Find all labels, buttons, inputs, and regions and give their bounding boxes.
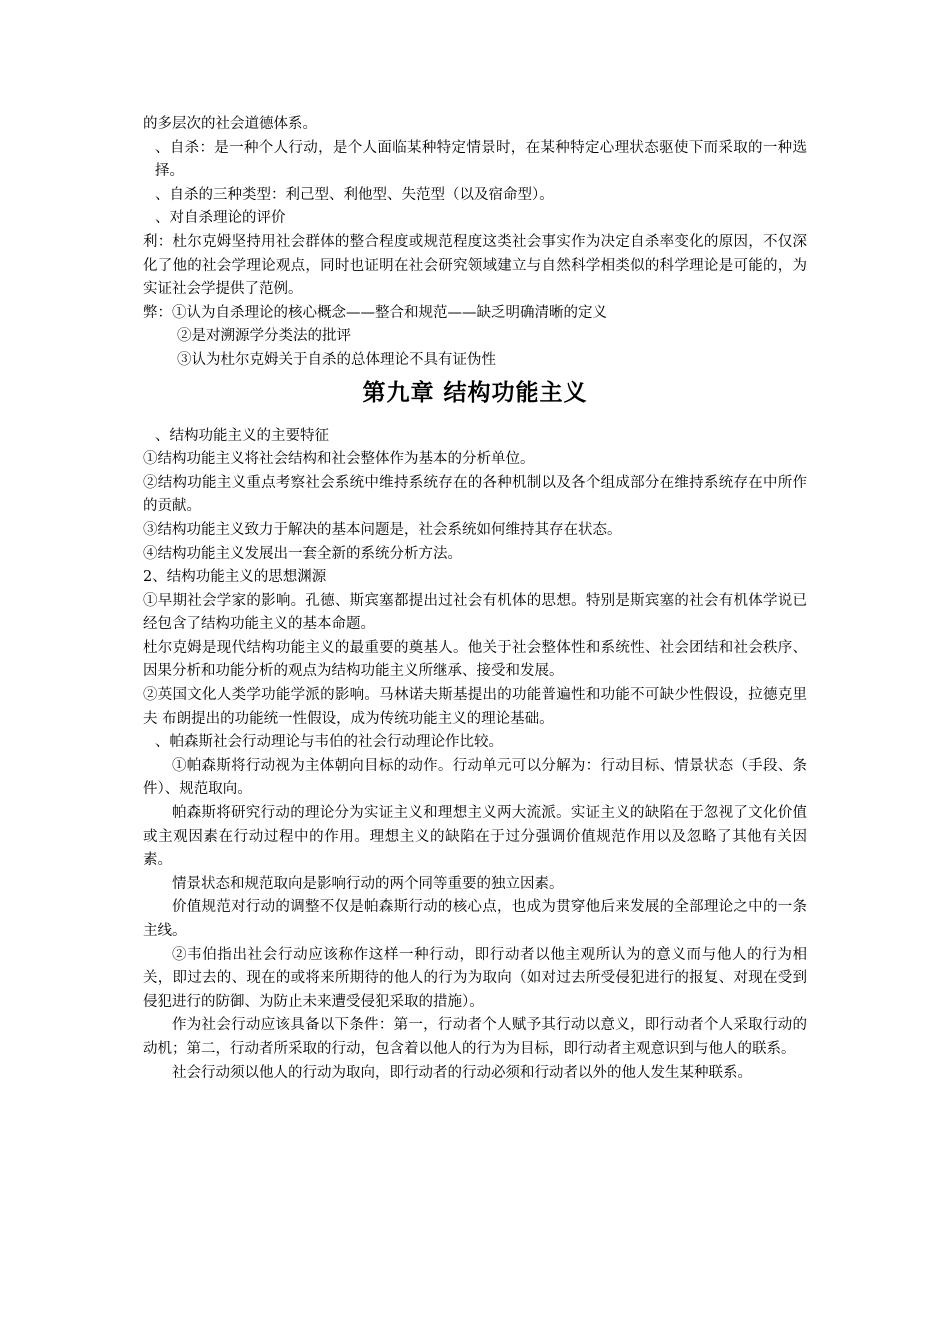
paragraph: ③认为杜尔克姆关于自杀的总体理论不具有证伪性	[177, 351, 496, 368]
paragraph: 价值规范对行动的调整不仅是帕森斯行动的核心点，也成为贯穿他后来发展的全部理论之中的一条主线。	[143, 899, 807, 939]
paragraph: 、自杀：是一种个人行动，是个人面临某种特定情景时，在某种特定心理状态驱使下而采取的一种选择。	[155, 139, 807, 180]
paragraph: ③结构功能主义致力于解决的基本问题是，社会系统如何维持其存在状态。	[143, 521, 622, 538]
paragraph: ②结构功能主义重点考察社会系统中维持系统存在的各种机制以及各个组成部分在维持系统存在中所作的贡献。	[143, 474, 807, 515]
paragraph: ②是对溯源学分类法的批评	[177, 328, 351, 345]
section-heading: 、结构功能主义的主要特征	[155, 427, 329, 444]
paragraph: 、自杀的三种类型：利己型、利他型、失范型（以及宿命型）。	[155, 186, 554, 203]
paragraph: ②韦伯指出社会行动应该称作这样一种行动，即行动者以他主观所认为的意义而与他人的行为相关，即过去的、现在的或将来所期待的他人的行为为取向（如对过去所受侵犯进行的报复、对现在受到侵犯进行的防御、为防止未来遭受侵犯采取的措施）。	[143, 946, 807, 1010]
paragraph: 的多层次的社会道德体系。	[143, 116, 317, 132]
paragraph: 作为社会行动应该具备以下条件：第一，行动者个人赋予其行动以意义，即行动者个人采取行动的动机；第二，行动者所采取的行动，包含着以他人的行为为目标，即行动者主观意识到与他人的联系。	[143, 1017, 807, 1057]
paragraph: ①帕森斯将行动视为主体朝向目标的动作。行动单元可以分解为：行动目标、情景状态（手段、条件）、规范取向。	[143, 757, 807, 798]
section-heading: 、帕森斯社会行动理论与韦伯的社会行动理论作比较。	[155, 734, 503, 751]
paragraph: 社会行动须以他人的行动为取向，即行动者的行动必须和行动者以外的他人发生某种联系。	[172, 1064, 752, 1081]
chapter-title: 第九章 结构功能主义	[362, 378, 588, 406]
paragraph: ①早期社会学家的影响。孔德、斯宾塞都提出过社会有机体的思想。特别是斯宾塞的社会有机体学说已经包含了结构功能主义的基本命题。	[143, 592, 807, 633]
section-heading: 2、结构功能主义的思想渊源	[143, 569, 327, 586]
paragraph: 情景状态和规范取向是影响行动的两个同等重要的独立因素。	[172, 875, 564, 892]
paragraph: 、对自杀理论的评价	[155, 210, 286, 227]
paragraph: 帕森斯将研究行动的理论分为实证主义和理想主义两大流派。实证主义的缺陷在于忽视了文化价值或主观因素在行动过程中的作用。理想主义的缺陷在于过分强调价值规范作用以及忽略了其他有关因素。	[143, 805, 807, 869]
paragraph: 利：杜尔克姆坚持用社会群体的整合程度或规范程度这类社会事实作为决定自杀率变化的原因，不仅深化了他的社会学理论观点，同时也证明在社会研究领域建立与自然科学相类似的科学理论是可能的，为实证社会学提供了范例。	[143, 233, 807, 298]
paragraph: 弊：①认为自杀理论的核心概念——整合和规范——缺乏明确清晰的定义	[143, 304, 607, 321]
paragraph: ④结构功能主义发展出一套全新的系统分析方法。	[143, 545, 462, 562]
paragraph: 杜尔克姆是现代结构功能主义的最重要的奠基人。他关于社会整体性和系统性、社会团结和社会秩序、因果分析和功能分析的观点为结构功能主义所继承、接受和发展。	[143, 639, 807, 680]
paragraph: ①结构功能主义将社会结构和社会整体作为基本的分析单位。	[143, 451, 535, 468]
paragraph: ②英国文化人类学功能学派的影响。马林诺夫斯基提出的功能普遍性和功能不可缺少性假设，拉德克里夫 布朗提出的功能统一性假设，成为传统功能主义的理论基础。	[143, 687, 807, 727]
